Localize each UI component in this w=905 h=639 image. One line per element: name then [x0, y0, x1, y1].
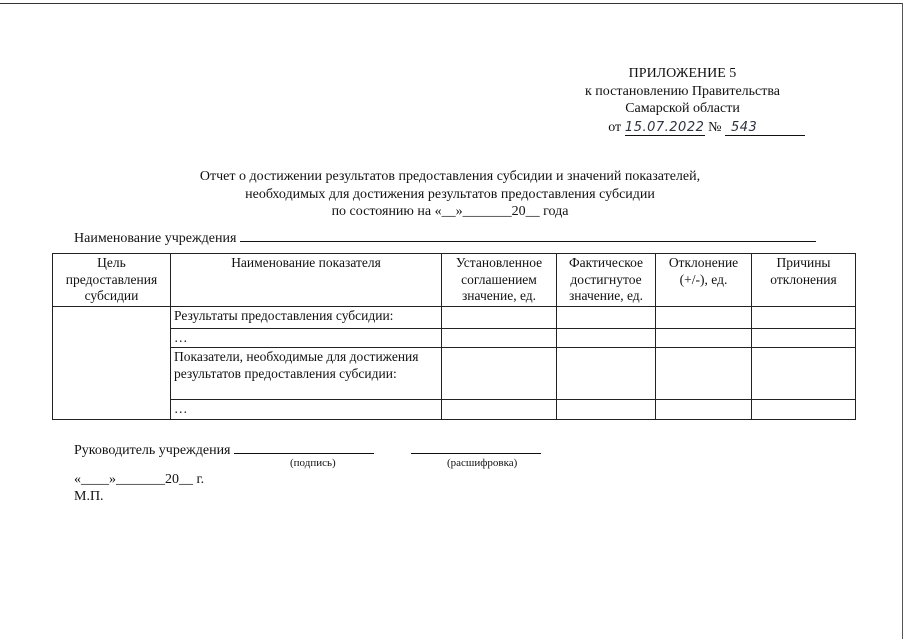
table-cell[interactable]: [752, 348, 856, 400]
appendix-line-2: Самарской области: [625, 101, 740, 116]
report-title-line-2: необходимых для достижения результатов предоставления субсидии: [245, 186, 655, 202]
table-cell[interactable]: [442, 328, 557, 348]
table-row: [53, 400, 856, 420]
organization-line: [74, 229, 834, 247]
decode-blank-field[interactable]: [411, 441, 541, 454]
table-cell[interactable]: [656, 400, 752, 420]
appendix-line-1: к постановлению Правительства: [584, 83, 781, 99]
table-cell[interactable]: [752, 400, 856, 420]
handwritten-number: 543: [725, 121, 805, 136]
table-cell[interactable]: [557, 306, 656, 328]
header-actual-value: Фактическое достигнутое значение, ед.: [557, 254, 656, 307]
header-agreed-value: Установленное соглашением значение, ед.: [442, 254, 557, 307]
appendix-header: [560, 65, 805, 136]
table-cell[interactable]: [656, 328, 752, 348]
row-label: Результаты предоставления субсидии:: [171, 306, 442, 328]
table-cell[interactable]: [557, 348, 656, 400]
report-title: [110, 168, 790, 221]
signature-caption: (подпись): [290, 457, 336, 469]
signature-date: «____»_______20__ г.: [74, 472, 205, 487]
head-signature-line: [74, 441, 634, 459]
goal-cell[interactable]: [53, 306, 171, 419]
table-cell[interactable]: [557, 400, 656, 420]
report-title-line-3: по состоянию на «__»_______20__ года: [331, 204, 569, 219]
page-right-border: [902, 3, 903, 639]
handwritten-date: 15.07.2022: [624, 119, 705, 135]
header-deviation: Отклонение (+/-), ед.: [656, 254, 752, 307]
table-cell[interactable]: [442, 400, 557, 420]
from-label: от: [608, 119, 622, 135]
header-deviation-reasons: Причины отклонения: [752, 254, 856, 307]
appendix-title: ПРИЛОЖЕНИЕ 5: [628, 66, 737, 81]
row-label: Показатели, необходимые для достижения результатов предоставления субсидии:: [171, 348, 442, 400]
table-row: [53, 306, 856, 328]
signature-block: [74, 441, 634, 459]
table-cell[interactable]: [442, 348, 557, 400]
row-label: …: [171, 328, 442, 348]
appendix-date-line: [560, 119, 805, 137]
stamp-place-label: М.П.: [74, 489, 104, 504]
header-indicator-name: Наименование показателя: [171, 254, 442, 307]
header-goal: Цель предоставления субсидии: [53, 254, 171, 307]
signature-blank-field[interactable]: [234, 441, 374, 454]
report-table: [52, 253, 856, 420]
table-cell[interactable]: [752, 306, 856, 328]
report-title-line-1: Отчет о достижении результатов предоставления субсидии и значений показателей,: [199, 169, 701, 184]
table-cell[interactable]: [656, 348, 752, 400]
organization-label: Наименование учреждения: [74, 231, 237, 246]
decode-caption: (расшифровка): [447, 457, 518, 469]
organization-blank-field[interactable]: [240, 229, 816, 242]
table-row: [53, 328, 856, 348]
page-top-border: [0, 3, 903, 4]
table-row: [53, 348, 856, 400]
table-cell[interactable]: [442, 306, 557, 328]
number-label: №: [708, 119, 722, 135]
table-cell[interactable]: [557, 328, 656, 348]
table-cell[interactable]: [656, 306, 752, 328]
table-header-row: [53, 254, 856, 307]
table-cell[interactable]: [752, 328, 856, 348]
head-label: Руководитель учреждения: [74, 443, 231, 458]
row-label: …: [171, 400, 442, 420]
